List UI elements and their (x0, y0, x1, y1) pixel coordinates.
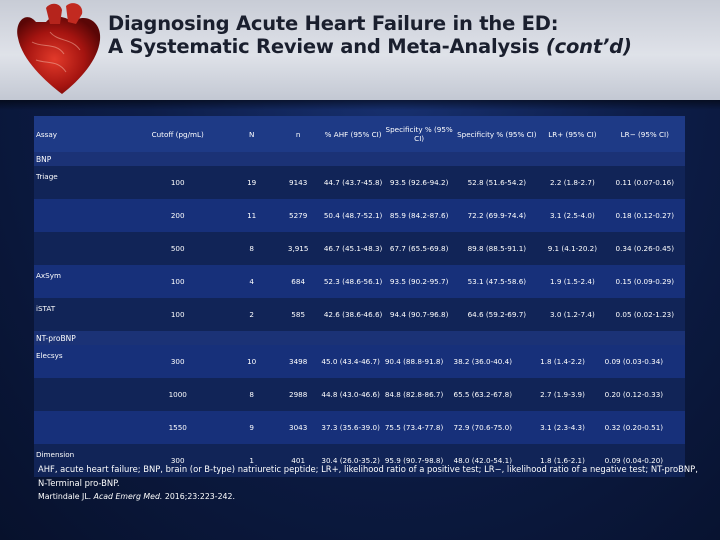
cell-lr-positive: 2.2 (1.8-2.7) (540, 166, 604, 199)
cell-ahf: 37.3 (35.6-39.0) (321, 411, 384, 444)
meta-analysis-table (34, 116, 685, 477)
citation-author: Martindale JL. (38, 492, 94, 501)
table-row (34, 232, 685, 265)
header-lr-negative: LR− (95% CI) (605, 116, 685, 152)
cell-cutoff: 1000 (127, 378, 228, 411)
cell-lr-negative: 0.05 (0.02-1.23) (605, 298, 685, 331)
cell-lr-positive: 9.1 (4.1-20.2) (540, 232, 604, 265)
table-header-row (34, 116, 685, 152)
cell-lr-negative: 0.34 (0.26-0.45) (605, 232, 685, 265)
cell-assay (34, 232, 127, 265)
cell-specificity-2: 53.1 (47.5-58.6) (454, 265, 541, 298)
cell-assay: iSTAT (34, 298, 127, 331)
header-specificity-2: Specificity % (95% CI) (454, 116, 541, 152)
header-n: n (275, 116, 321, 152)
cell-specificity-1: 90.4 (88.8-91.8) (385, 345, 454, 378)
cell-N: 9 (228, 411, 274, 444)
table-body (34, 152, 685, 477)
cell-specificity-2: 64.6 (59.2-69.7) (454, 298, 541, 331)
title-line-1: Diagnosing Acute Heart Failure in the ED: (108, 12, 559, 35)
cell-N: 2 (228, 298, 274, 331)
table-row (34, 378, 685, 411)
cell-N: 8 (228, 378, 274, 411)
table-row (34, 265, 685, 298)
header-assay: Assay (34, 116, 127, 152)
cell-n: 3,915 (275, 232, 321, 265)
cell-cutoff: 100 (127, 298, 228, 331)
table-row (34, 345, 685, 378)
cell-N: 4 (228, 265, 274, 298)
cell-n: 585 (275, 298, 321, 331)
cell-ahf: 30.4 (26.0-35.2) (321, 444, 384, 477)
cell-cutoff: 500 (127, 232, 228, 265)
cell-ahf: 52.3 (48.6-56.1) (321, 265, 384, 298)
cell-lr-negative: 0.09 (0.03-0.34) (605, 345, 685, 378)
cell-n: 5279 (275, 199, 321, 232)
cell-specificity-2: 48.0 (42.0-54.1) (454, 444, 541, 477)
cell-assay (34, 378, 127, 411)
cell-cutoff: 300 (127, 345, 228, 378)
citation-journal: Acad Emerg Med. (93, 492, 163, 501)
cell-n: 2988 (275, 378, 321, 411)
cell-n: 9143 (275, 166, 321, 199)
cell-ahf: 42.6 (38.6-46.6) (321, 298, 384, 331)
cell-specificity-1: 85.9 (84.2-87.6) (385, 199, 454, 232)
slide-title (108, 12, 708, 58)
cell-n: 3498 (275, 345, 321, 378)
cell-lr-positive: 2.7 (1.9-3.9) (540, 378, 604, 411)
cell-specificity-2: 72.2 (69.9-74.4) (454, 199, 541, 232)
cell-specificity-1: 93.5 (90.2-95.7) (385, 265, 454, 298)
header-ahf: % AHF (95% CI) (321, 116, 384, 152)
cell-ahf: 44.8 (43.0-46.6) (321, 378, 384, 411)
cell-lr-positive: 1.8 (1.6-2.1) (540, 444, 604, 477)
cell-assay: Dimension (34, 444, 127, 477)
cell-cutoff: 1550 (127, 411, 228, 444)
section-row (34, 152, 685, 166)
cell-specificity-2: 52.8 (51.6-54.2) (454, 166, 541, 199)
cell-ahf: 45.0 (43.4-46.7) (321, 345, 384, 378)
cell-lr-negative: 0.32 (0.20-0.51) (605, 411, 685, 444)
cell-N: 19 (228, 166, 274, 199)
header-cutoff: Cutoff (pg/mL) (127, 116, 228, 152)
table-row (34, 298, 685, 331)
cell-n: 684 (275, 265, 321, 298)
cell-cutoff: 100 (127, 166, 228, 199)
citation (38, 490, 698, 504)
footnote-abbreviations: AHF, acute heart failure; BNP, brain (or B-type) natriuretic peptide; LR+, likelihood ratio of a positive test; LR−, likelihood ratio of a negative test; NT-proBNP, N-Terminal pro-BNP. (38, 464, 698, 488)
title-line-2-italic: (cont’d) (545, 35, 632, 58)
footnote (38, 463, 698, 504)
cell-specificity-1: 93.5 (92.6-94.2) (385, 166, 454, 199)
cell-n: 401 (275, 444, 321, 477)
cell-specificity-1: 94.4 (90.7-96.8) (385, 298, 454, 331)
cell-specificity-1: 84.8 (82.8-86.7) (385, 378, 454, 411)
cell-ahf: 46.7 (45.1-48.3) (321, 232, 384, 265)
table-row (34, 199, 685, 232)
cell-lr-negative: 0.09 (0.04-0.20) (605, 444, 685, 477)
cell-specificity-2: 72.9 (70.6-75.0) (454, 411, 541, 444)
cell-specificity-2: 38.2 (36.0-40.4) (454, 345, 541, 378)
cell-N: 1 (228, 444, 274, 477)
cell-ahf: 50.4 (48.7-52.1) (321, 199, 384, 232)
cell-assay: AxSym (34, 265, 127, 298)
cell-specificity-2: 89.8 (88.5-91.1) (454, 232, 541, 265)
section-label: BNP (34, 152, 685, 166)
cell-lr-positive: 3.1 (2.3-4.3) (540, 411, 604, 444)
cell-lr-positive: 3.1 (2.5-4.0) (540, 199, 604, 232)
section-label: NT-proBNP (34, 331, 685, 345)
cell-specificity-1: 75.5 (73.4-77.8) (385, 411, 454, 444)
cell-ahf: 44.7 (43.7-45.8) (321, 166, 384, 199)
cell-cutoff: 100 (127, 265, 228, 298)
cell-lr-positive: 3.0 (1.2-7.4) (540, 298, 604, 331)
header-N: N (228, 116, 274, 152)
cell-lr-negative: 0.20 (0.12-0.33) (605, 378, 685, 411)
header-specificity-1: Specificity % (95% CI) (385, 116, 454, 152)
cell-lr-negative: 0.11 (0.07-0.16) (605, 166, 685, 199)
section-row (34, 331, 685, 345)
anatomical-heart-icon (6, 2, 124, 98)
title-line-2-main: A Systematic Review and Meta-Analysis (108, 35, 546, 58)
cell-assay: Triage (34, 166, 127, 199)
title-line-2 (108, 35, 708, 58)
cell-assay (34, 411, 127, 444)
cell-N: 11 (228, 199, 274, 232)
cell-N: 10 (228, 345, 274, 378)
cell-assay: Elecsys (34, 345, 127, 378)
cell-cutoff: 200 (127, 199, 228, 232)
cell-lr-positive: 1.8 (1.4-2.2) (540, 345, 604, 378)
cell-lr-positive: 1.9 (1.5-2.4) (540, 265, 604, 298)
cell-lr-negative: 0.15 (0.09-0.29) (605, 265, 685, 298)
table-row (34, 166, 685, 199)
cell-n: 3043 (275, 411, 321, 444)
cell-specificity-1: 95.9 (90.7-98.8) (385, 444, 454, 477)
citation-rest: 2016;23:223-242. (162, 492, 235, 501)
cell-lr-negative: 0.18 (0.12-0.27) (605, 199, 685, 232)
cell-specificity-1: 67.7 (65.5-69.8) (385, 232, 454, 265)
cell-specificity-2: 65.5 (63.2-67.8) (454, 378, 541, 411)
title-shadow (0, 100, 720, 110)
cell-N: 8 (228, 232, 274, 265)
cell-assay (34, 199, 127, 232)
header-lr-positive: LR+ (95% CI) (540, 116, 604, 152)
cell-cutoff: 300 (127, 444, 228, 477)
table-row (34, 411, 685, 444)
